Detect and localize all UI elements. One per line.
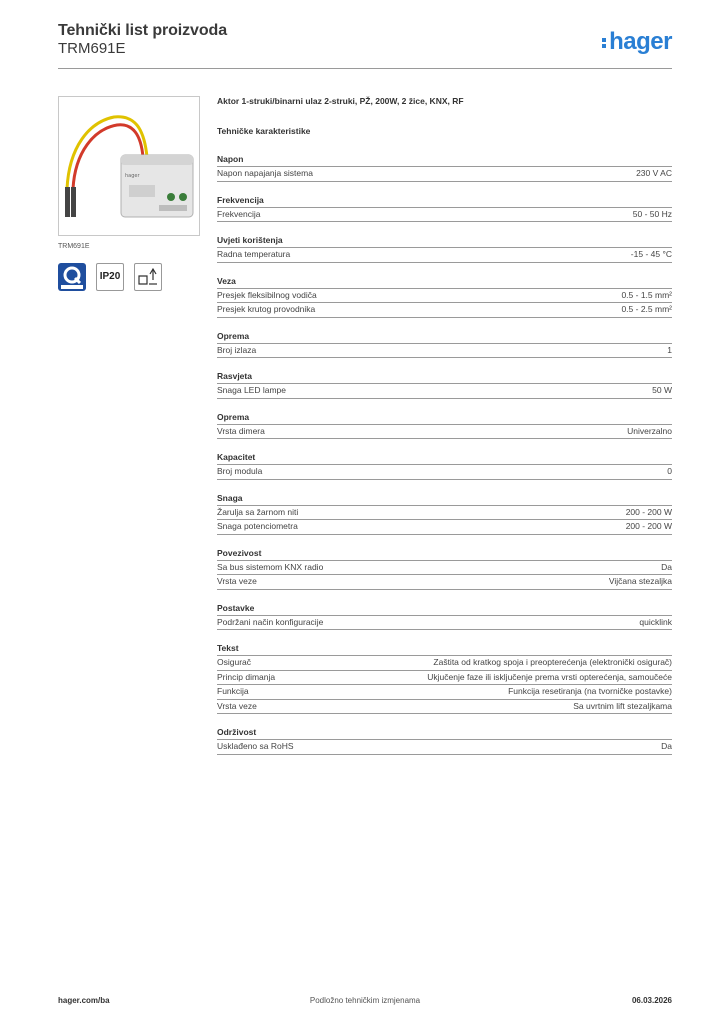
spec-key: Frekvencija bbox=[217, 208, 261, 219]
spec-row bbox=[217, 685, 672, 700]
spec-value: 0.5 - 2.5 mm² bbox=[621, 304, 672, 314]
spec-key: Snaga potenciometra bbox=[217, 521, 298, 531]
spec-row bbox=[217, 384, 672, 399]
spec-key: Broj modula bbox=[217, 466, 263, 476]
spec-row bbox=[217, 289, 672, 304]
spec-group bbox=[217, 234, 672, 263]
spec-group-title: Frekvencija bbox=[217, 194, 672, 208]
spec-value: Sa uvrtnim lift stezaljkama bbox=[573, 700, 672, 711]
spec-value: 0.5 - 1.5 mm² bbox=[621, 289, 672, 300]
spec-group bbox=[217, 330, 672, 359]
spec-key: Sa bus sistemom KNX radio bbox=[217, 561, 324, 572]
spec-group bbox=[217, 451, 672, 480]
product-description: Aktor 1-struki/binarni ulaz 2-struki, PŽ, 200W, 2 žice, KNX, RF bbox=[217, 96, 464, 106]
product-photo-icon bbox=[59, 97, 199, 235]
spec-group-title: Kapacitet bbox=[217, 451, 672, 465]
spec-key: Vrsta veze bbox=[217, 700, 257, 711]
spec-key: Podržani način konfiguracije bbox=[217, 616, 324, 627]
spec-row bbox=[217, 303, 672, 318]
quality-icon bbox=[58, 263, 86, 291]
spec-value: 0 bbox=[667, 466, 672, 476]
installation-icon bbox=[135, 264, 161, 290]
spec-row bbox=[217, 561, 672, 576]
spec-row bbox=[217, 700, 672, 715]
spec-value: Univerzalno bbox=[627, 425, 672, 436]
header-divider bbox=[58, 68, 672, 69]
spec-row bbox=[217, 575, 672, 590]
spec-row bbox=[217, 208, 672, 223]
spec-group-title: Oprema bbox=[217, 411, 672, 425]
spec-key: Presjek krutog provodnika bbox=[217, 304, 316, 314]
spec-value: 230 V AC bbox=[636, 168, 672, 178]
spec-group bbox=[217, 642, 672, 714]
spec-value: Zaštita od kratkog spoja i preopterećenja (elektronički osigurač) bbox=[433, 657, 672, 667]
spec-group bbox=[217, 153, 672, 182]
section-title: Tehničke karakteristike bbox=[217, 126, 311, 136]
spec-key: Broj izlaza bbox=[217, 344, 257, 355]
spec-key: Snaga LED lampe bbox=[217, 385, 286, 395]
spec-value: -15 - 45 °C bbox=[630, 249, 672, 259]
spec-value: 1 bbox=[667, 344, 672, 355]
spec-key: Žarulja sa žarnom niti bbox=[217, 506, 299, 517]
product-image bbox=[58, 96, 200, 236]
spec-group-title: Veza bbox=[217, 275, 672, 289]
footer-website: hager.com/ba bbox=[58, 996, 110, 1005]
svg-text:hager: hager bbox=[125, 173, 140, 179]
spec-key: Vrsta dimera bbox=[217, 425, 265, 436]
spec-value: 200 - 200 W bbox=[625, 521, 672, 531]
spec-group bbox=[217, 492, 672, 535]
spec-key: Radna temperatura bbox=[217, 249, 291, 259]
spec-group-title: Snaga bbox=[217, 492, 672, 506]
spec-group-title: Tekst bbox=[217, 642, 672, 656]
spec-group-title: Povezivost bbox=[217, 547, 672, 561]
spec-row bbox=[217, 616, 672, 631]
spec-group bbox=[217, 275, 672, 318]
product-code: TRM691E bbox=[58, 40, 126, 57]
spec-key: Usklađeno sa RoHS bbox=[217, 741, 294, 751]
spec-group bbox=[217, 411, 672, 440]
logo-text: hager bbox=[609, 28, 672, 55]
spec-value: Ukjučenje faze ili isključenje prema vrsti opterećenja, samoučeće bbox=[427, 671, 672, 682]
spec-row bbox=[217, 506, 672, 521]
spec-row bbox=[217, 248, 672, 263]
spec-group-title: Oprema bbox=[217, 330, 672, 344]
spec-row bbox=[217, 167, 672, 182]
spec-key: Funkcija bbox=[217, 686, 249, 696]
spec-value: quicklink bbox=[639, 616, 672, 627]
ip-rating-badge: IP20 bbox=[96, 263, 124, 291]
spec-value: 50 - 50 Hz bbox=[632, 208, 672, 219]
spec-row bbox=[217, 465, 672, 480]
spec-value: 200 - 200 W bbox=[625, 506, 672, 517]
spec-group-title: Uvjeti korištenja bbox=[217, 234, 672, 248]
spec-group-title: Napon bbox=[217, 153, 672, 167]
spec-key: Vrsta veze bbox=[217, 576, 257, 586]
hager-logo bbox=[602, 28, 672, 56]
spec-group-title: Postavke bbox=[217, 602, 672, 616]
footer-date: 06.03.2026 bbox=[631, 996, 672, 1005]
product-badges bbox=[58, 263, 200, 293]
spec-row bbox=[217, 740, 672, 755]
page-title: Tehnički list proizvoda bbox=[58, 22, 227, 39]
spec-value: Da bbox=[661, 741, 672, 751]
spec-key: Princip dimanja bbox=[217, 671, 276, 682]
spec-key: Presjek fleksibilnog vodiča bbox=[217, 289, 317, 300]
spec-value: 50 W bbox=[652, 385, 672, 395]
spec-group-title: Održivost bbox=[217, 726, 672, 740]
spec-content bbox=[217, 96, 672, 767]
spec-group bbox=[217, 370, 672, 399]
spec-row bbox=[217, 520, 672, 535]
spec-key: Osigurač bbox=[217, 657, 252, 667]
spec-group bbox=[217, 602, 672, 631]
spec-group bbox=[217, 726, 672, 755]
page-header bbox=[58, 22, 672, 68]
installation-badge bbox=[134, 263, 162, 291]
spec-row bbox=[217, 425, 672, 440]
spec-group bbox=[217, 194, 672, 223]
spec-value: Vijčana stezaljka bbox=[608, 576, 672, 586]
footer-disclaimer: Podložno tehničkim izmjenama bbox=[309, 996, 421, 1005]
spec-row bbox=[217, 344, 672, 359]
page-footer bbox=[58, 996, 672, 1010]
spec-row bbox=[217, 656, 672, 671]
spec-group bbox=[217, 547, 672, 590]
spec-value: Funkcija resetiranja (na tvorničke postavke) bbox=[508, 686, 672, 696]
product-caption: TRM691E bbox=[58, 243, 90, 250]
logo-dots-icon bbox=[602, 36, 607, 50]
spec-groups bbox=[217, 153, 672, 755]
spec-row bbox=[217, 671, 672, 686]
spec-key: Napon napajanja sistema bbox=[217, 168, 313, 178]
quality-badge bbox=[58, 263, 86, 291]
spec-group-title: Rasvjeta bbox=[217, 370, 672, 384]
spec-value: Da bbox=[661, 561, 672, 572]
